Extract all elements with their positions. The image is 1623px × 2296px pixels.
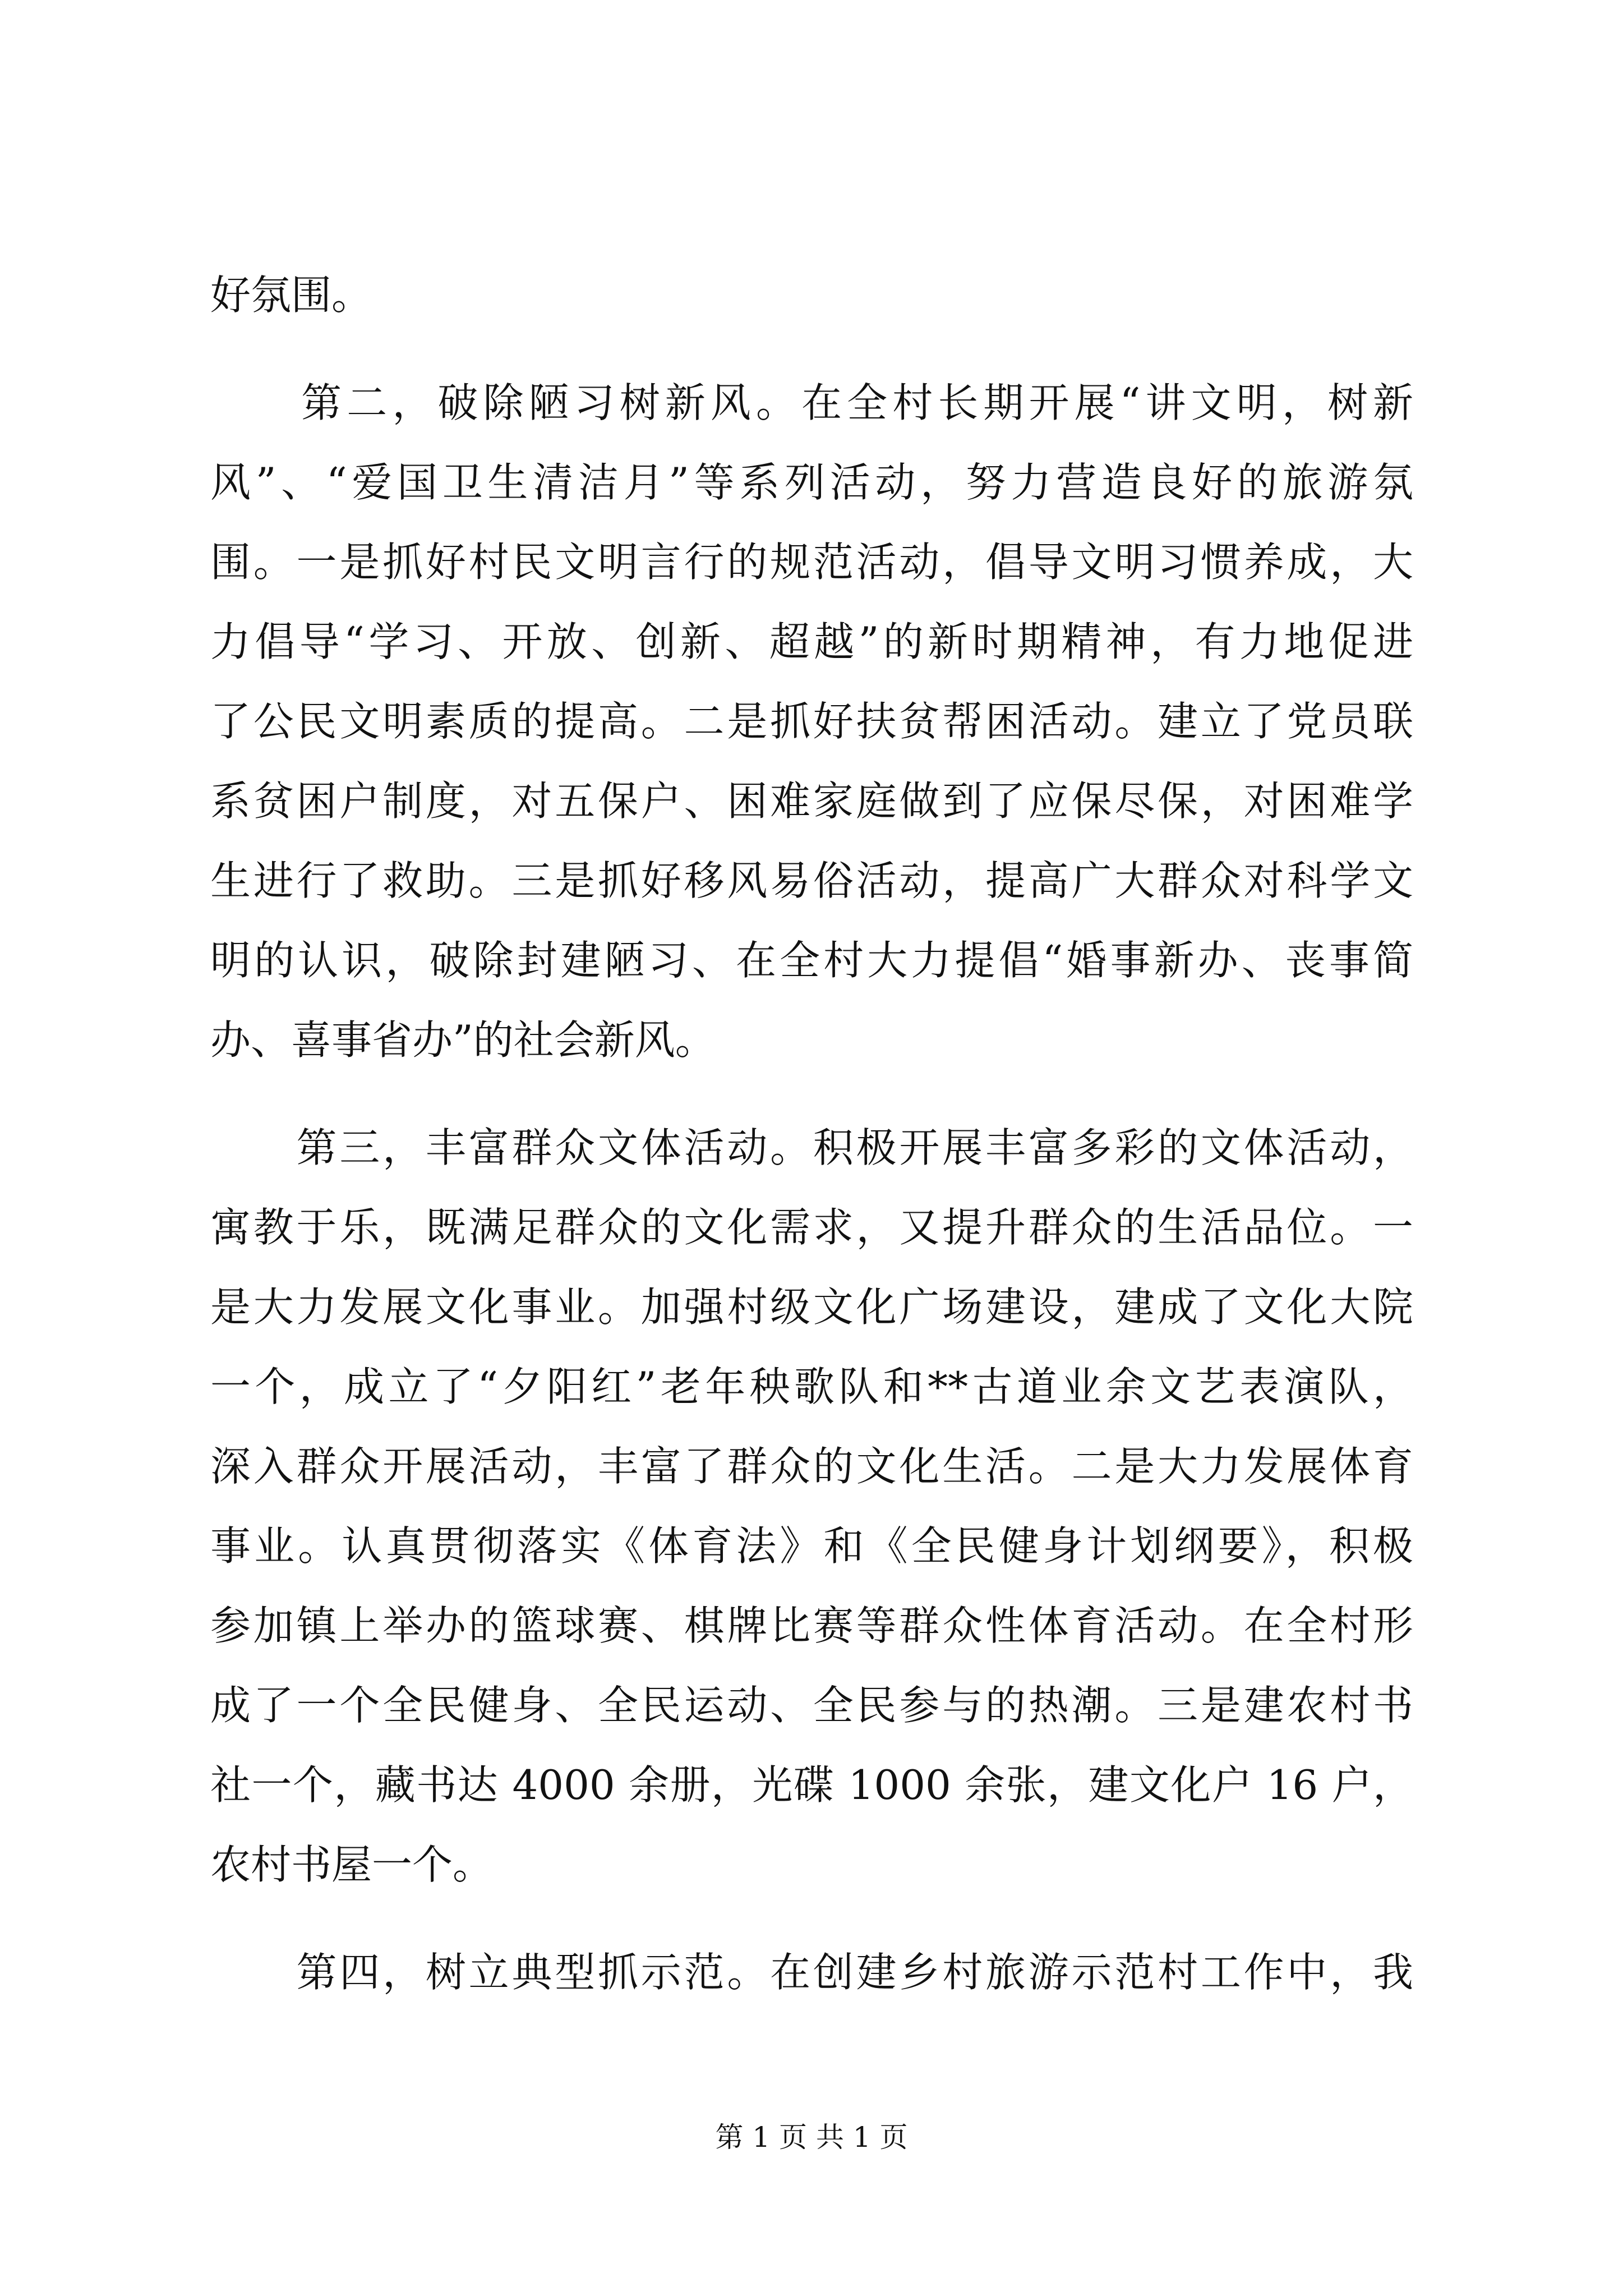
text-line: 寓教于乐，既满足群众的文化需求，又提升群众的生活品位。一 — [210, 1204, 1413, 1251]
paragraph — [210, 1108, 1413, 1904]
text-line: 明的认识，破除封建陋习、在全村大力提倡“婚事新办、丧事简 — [210, 937, 1413, 984]
text-line: 了公民文明素质的提高。二是抓好扶贫帮困活动。建立了党员联 — [210, 698, 1413, 745]
text-line: 风”、“爱国卫生清洁月”等系列活动，努力营造良好的旅游氛 — [210, 459, 1413, 506]
text-line: 事业。认真贯彻落实《体育法》和《全民健身计划纲要》，积极 — [210, 1522, 1413, 1570]
paragraph — [210, 1932, 1413, 2012]
text-line: 第三，丰富群众文体活动。积极开展丰富多彩的文体活动， — [210, 1124, 1413, 1171]
text-line: 系贫困户制度，对五保户、困难家庭做到了应保尽保，对困难学 — [210, 777, 1413, 825]
text-line: 一个，成立了“夕阳红”老年秧歌队和**古道业余文艺表演队， — [210, 1363, 1413, 1410]
text-line: 参加镇上举办的篮球赛、棋牌比赛等群众性体育活动。在全村形 — [210, 1602, 1413, 1649]
text-line: 生进行了救助。三是抓好移风易俗活动，提高广大群众对科学文 — [210, 857, 1413, 904]
text-line: 力倡导“学习、开放、创新、超越”的新时期精神，有力地促进 — [210, 618, 1413, 665]
page-footer — [0, 2119, 1623, 2155]
document-body — [210, 255, 1413, 2012]
page-indicator: 第 1 页 共 1 页 — [715, 2121, 908, 2154]
text-line: 社一个，藏书达 4000 余册，光碟 1000 余张，建文化户 16 户， — [210, 1761, 1413, 1809]
text-line: 农村书屋一个。 — [210, 1841, 494, 1888]
text-line: 第二，破除陋习树新风。在全村长期开展“讲文明，树新 — [210, 379, 1413, 426]
text-line: 好氛围。 — [210, 272, 372, 319]
text-line: 围。一是抓好村民文明言行的规范活动，倡导文明习惯养成，大 — [210, 539, 1413, 586]
paragraph — [210, 255, 1413, 335]
paragraph — [210, 363, 1413, 1080]
text-line: 第四，树立典型抓示范。在创建乡村旅游示范村工作中，我 — [210, 1949, 1413, 1996]
text-line: 办、喜事省办”的社会新风。 — [210, 1016, 716, 1064]
text-line: 深入群众开展活动，丰富了群众的文化生活。二是大力发展体育 — [210, 1443, 1413, 1490]
text-line: 成了一个全民健身、全民运动、全民参与的热潮。三是建农村书 — [210, 1682, 1413, 1729]
text-line: 是大力发展文化事业。加强村级文化广场建设，建成了文化大院 — [210, 1283, 1413, 1331]
